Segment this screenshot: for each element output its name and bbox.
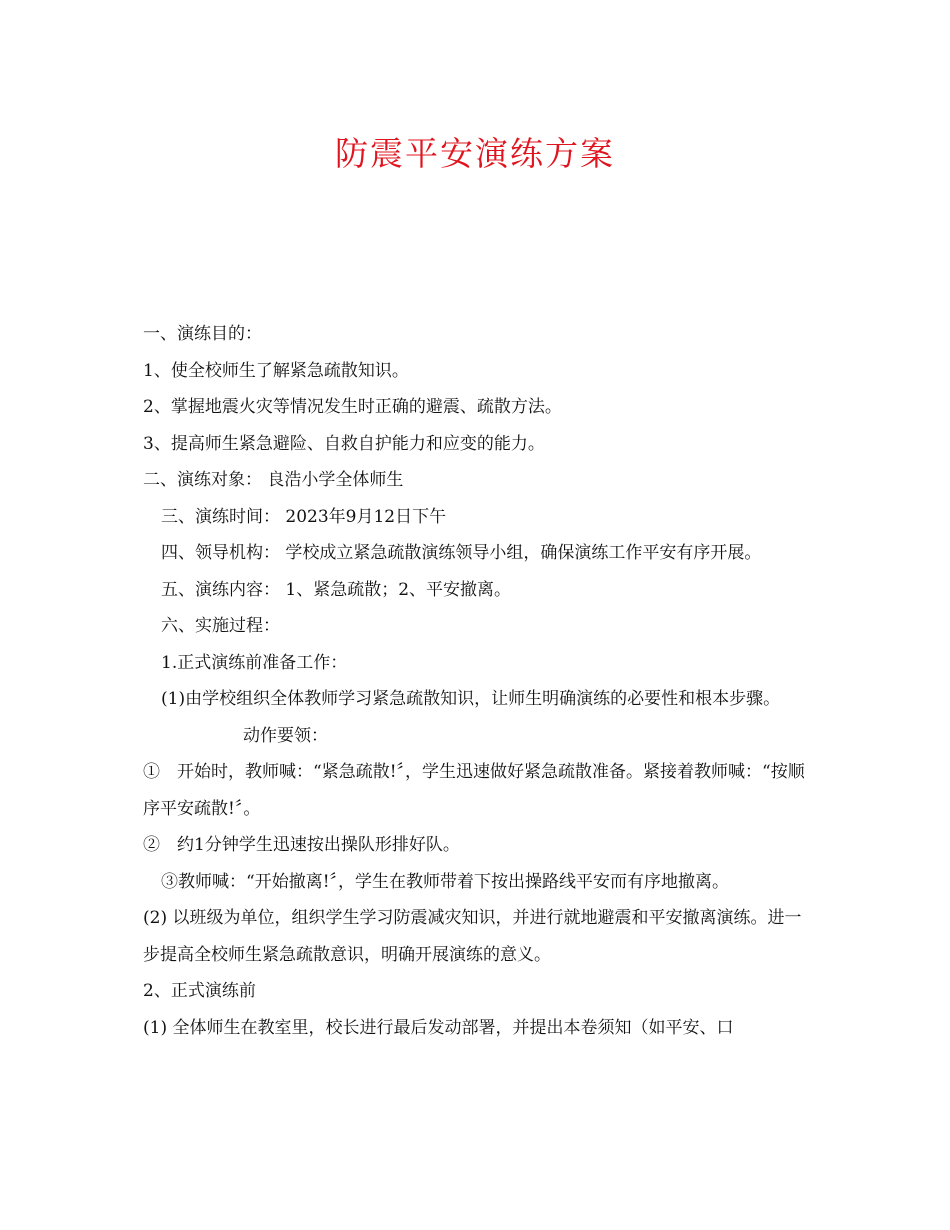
paragraph: 3、提高师生紧急避险、自救自护能力和应变的能力。 xyxy=(143,433,545,454)
paragraph: 2、掌握地震火灾等情况发生时正确的避震、疏散方法。 xyxy=(143,397,562,417)
paragraph: 五、演练内容： 1、紧急疏散；2、平安撤离。 xyxy=(161,579,512,600)
paragraph: 1.正式演练前准备工作： xyxy=(161,652,348,673)
paragraph: (1) 全体师生在教室里，校长进行最后发动部署，并提出本卷须知（如平安、口 xyxy=(143,1017,734,1038)
paragraph: 三、演练时间： 2023年9月12日下午 xyxy=(161,506,447,527)
paragraph: 一、演练目的： xyxy=(143,324,262,344)
paragraph: (1)由学校组织全体教师学习紧急疏散知识，让师生明确演练的必要性和根本步骤。 xyxy=(161,689,781,709)
paragraph: 二、演练对象： 良浩小学全体师生 xyxy=(143,470,404,490)
paragraph: 2、正式演练前 xyxy=(143,981,256,1001)
paragraph: ① 开始时，教师喊：“紧急疏散!〞，学生迅速做好紧急疏散准备。紧接着教师喊：“按顺序平安疏散!〞。 xyxy=(143,762,805,819)
paragraph: (2) 以班级为单位，组织学生学习防震减灾知识，并进行就地避震和平安撤离演练。进一步提高全校师生紧急疏散意识，明确开展演练的意义。 xyxy=(143,908,802,965)
document-body xyxy=(143,316,813,1046)
paragraph: ③教师喊：“开始撤离!〞，学生在教师带着下按出操路线平安而有序地撤离。 xyxy=(161,871,730,892)
paragraph: ② 约1分钟学生迅速按出操队形排好队。 xyxy=(143,835,460,855)
document-title: 防震平安演练方案 xyxy=(335,134,615,173)
paragraph: 1、使全校师生了解紧急疏散知识。 xyxy=(143,360,409,381)
paragraph: 四、领导机构： 学校成立紧急疏散演练领导小组，确保演练工作平安有序开展。 xyxy=(161,543,762,563)
paragraph: 六、实施过程： xyxy=(161,616,280,636)
paragraph: 动作要领： xyxy=(243,725,328,746)
